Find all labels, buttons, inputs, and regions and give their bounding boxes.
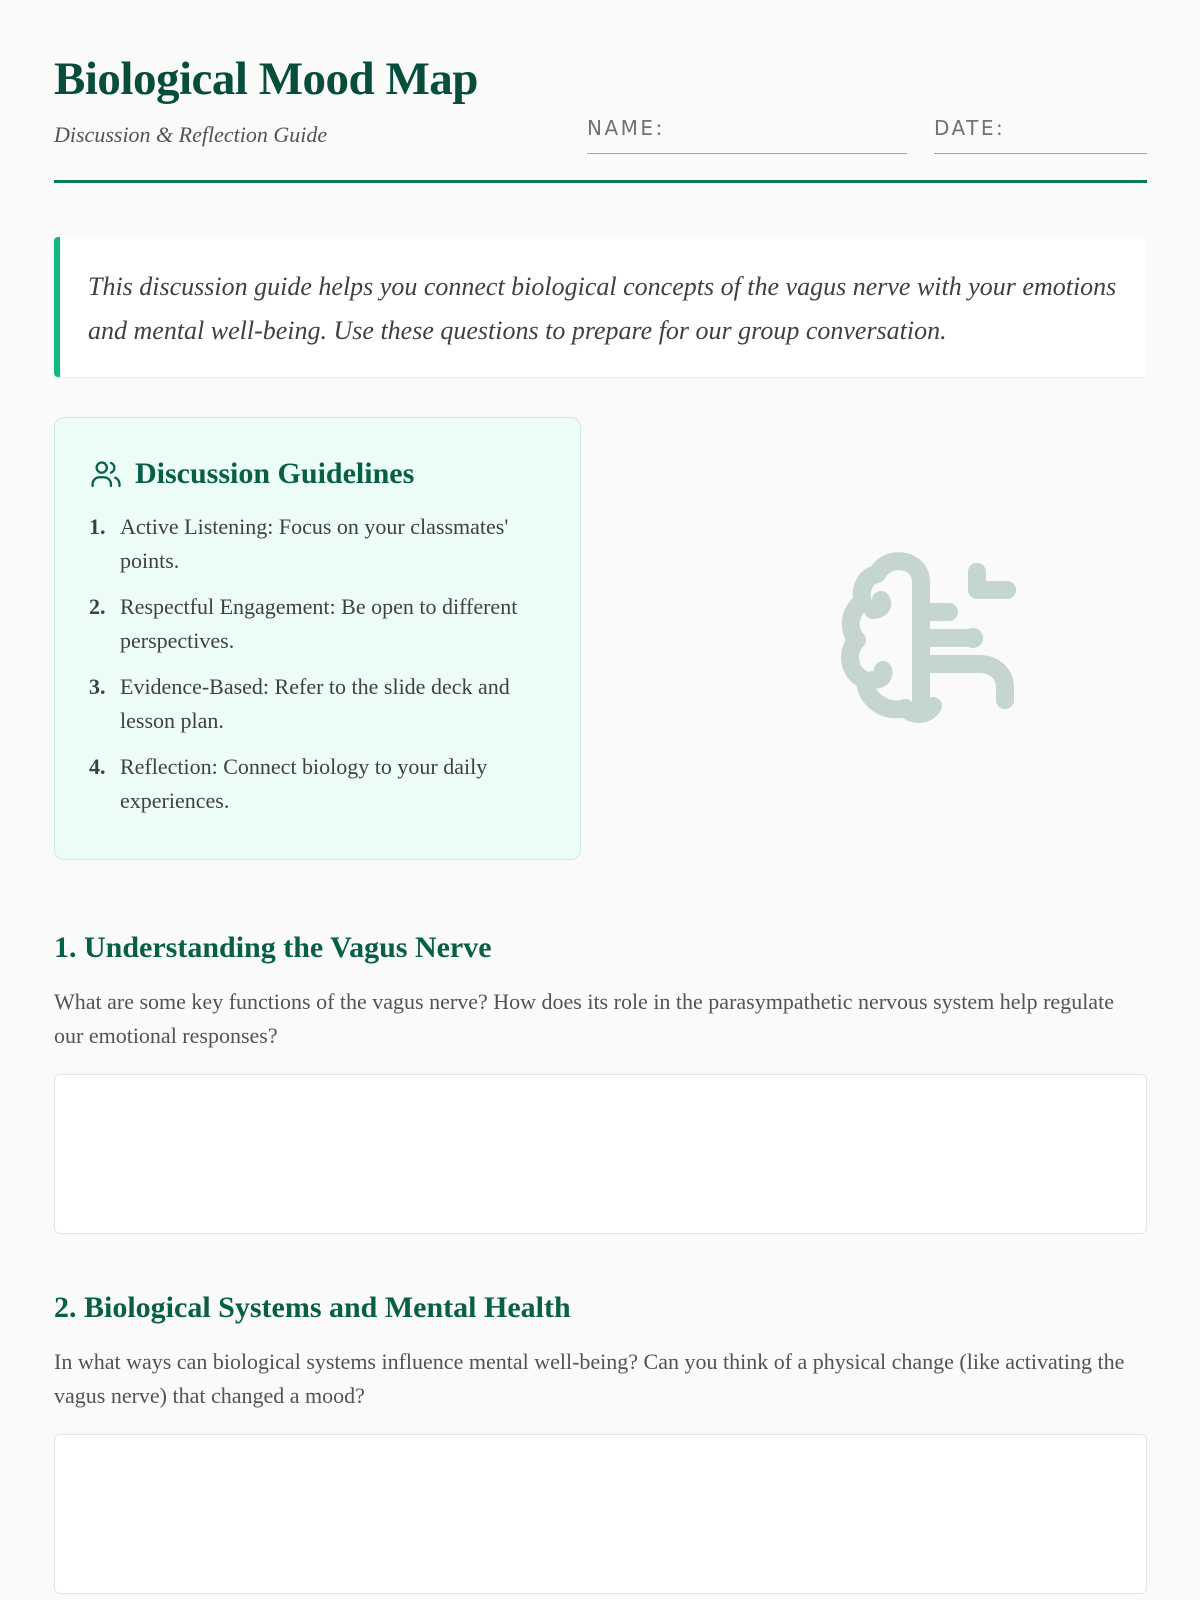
guideline-number: 1. [89,514,106,539]
guideline-item [89,510,546,578]
question-2-answer-box[interactable] [54,1434,1147,1594]
intro-callout [54,237,1147,377]
guideline-text: Reflection: Connect biology to your daily experiences. [120,754,488,813]
guideline-text: Active Listening: Focus on your classmates' points. [120,514,509,573]
question-1-prompt: What are some key functions of the vagus nerve? How does its role in the parasympathetic nervous system help regulate our emotional responses? [54,989,1114,1048]
guideline-text: Respectful Engagement: Be open to different perspectives. [120,594,518,653]
guidelines-title: Discussion Guidelines [135,457,415,490]
page-title: Biological Mood Map [54,53,478,105]
users-icon [89,457,123,491]
guideline-item [89,590,546,658]
guideline-item [89,670,546,738]
question-2-prompt: In what ways can biological systems influence mental well-being? Can you think of a physical change (like activating the vagus nerve) that changed a mood? [54,1349,1125,1408]
page-subtitle: Discussion & Reflection Guide [54,122,328,147]
guideline-number: 4. [89,754,106,779]
guidelines-panel [54,417,581,860]
guideline-item [89,750,546,818]
date-label: DATE: [934,116,1006,140]
guideline-number: 3. [89,674,106,699]
header [54,0,1147,184]
guideline-text: Evidence-Based: Refer to the slide deck and lesson plan. [120,674,510,733]
question-1-answer-box[interactable] [54,1074,1147,1234]
name-label: NAME: [587,116,665,140]
header-divider [54,180,1147,183]
date-field[interactable] [934,116,1147,154]
brain-circuit-icon [829,530,1029,750]
question-2-title: 2. Biological Systems and Mental Health [54,1291,571,1324]
guidelines-header [89,454,546,494]
intro-text: This discussion guide helps you connect biological concepts of the vagus nerve with your emotions and mental well-being. Use these questions to prepare for our group conversation. [88,272,1117,345]
worksheet-page [54,0,1147,1408]
name-field[interactable] [587,116,907,154]
guideline-number: 2. [89,594,106,619]
guidelines-list [89,510,546,818]
question-1-title: 1. Understanding the Vagus Nerve [54,931,492,964]
